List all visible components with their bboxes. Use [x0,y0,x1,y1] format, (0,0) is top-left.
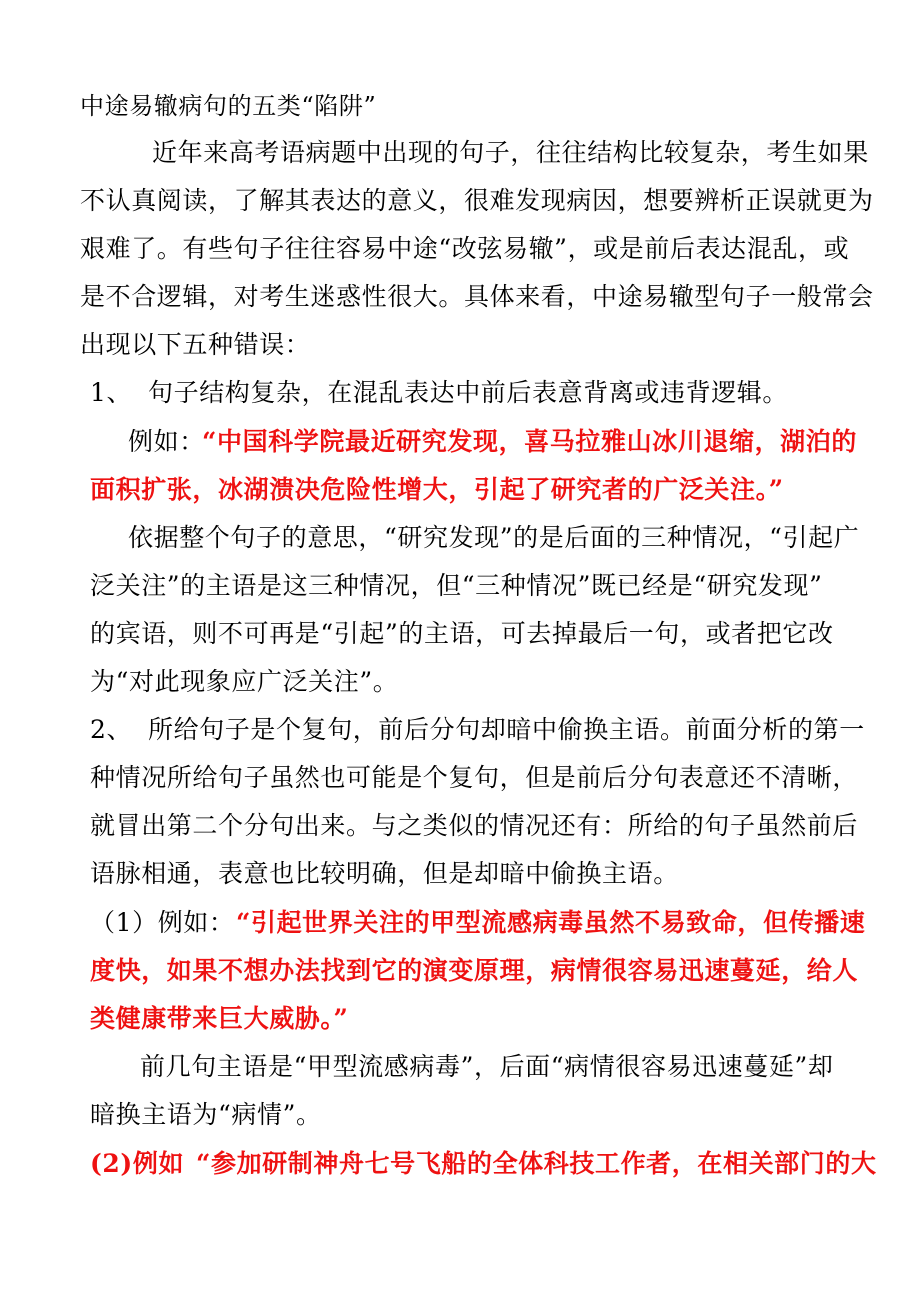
item-number: 2、 [90,715,133,744]
item-text: 语脉相通，表意也比较明确，但是却暗中偷换主语。 [90,859,679,888]
example-sentence: “中国科学院最近研究发现，喜马拉雅山冰川退缩，湖泊的 [202,427,857,456]
item-text: 种情况所给句子虽然也可能是个复句，但是前后分句表意还不清晰， [90,763,859,792]
item-text: 就冒出第二个分句出来。与之类似的情况还有：所给的句子虽然前后 [90,811,859,840]
example-sentence: “参加研制神舟七号飞船的全体科技工作者，在相关部门的大 [196,1149,877,1178]
intro-line: 艰难了。有些句子往往容易中途“改弦易辙”，或是前后表达混乱，或 [80,234,850,263]
analysis-line: 前几句主语是“甲型流感病毒”，后面“病情很容易迅速蔓延”却 [140,1052,834,1081]
item-text: 句子结构复杂，在混乱表达中前后表意背离或违背逻辑。 [148,378,789,407]
intro-line: 不认真阅读，了解其表达的意义，很难发现病因，想要辨析正误就更为 [80,186,874,215]
example-sentence: 类健康带来巨大威胁。” [90,1004,349,1033]
item-text: 所给句子是个复句，前后分句却暗中偷换主语。前面分析的第一 [148,715,865,744]
doc-title: 中途易辙病句的五类“陷阱” [80,92,377,120]
analysis-line: 泛关注”的主语是这三种情况，但“三种情况”既已经是“研究发现” [90,571,823,600]
example-sentence: 面积扩张，冰湖溃决危险性增大，引起了研究者的广泛关注。” [90,475,784,504]
analysis-line: 暗换主语为“病情”。 [90,1100,322,1129]
example-prefix: 例如： [128,427,205,456]
intro-line: 是不合逻辑，对考生迷惑性很大。具体来看，中途易辙型句子一般常会 [80,282,874,311]
item-number: 1、 [90,378,133,407]
example-prefix: （1）例如： [90,908,235,937]
intro-line: 近年来高考语病题中出现的句子，往往结构比较复杂，考生如果 [152,138,869,167]
analysis-line: 依据整个句子的意思，“研究发现”的是后面的三种情况，“引起广 [128,523,860,552]
example-sentence: “引起世界关注的甲型流感病毒虽然不易致命，但传播速 [236,908,866,937]
intro-line: 出现以下五种错误： [80,330,311,359]
example-prefix: (2)例如 [90,1149,185,1178]
analysis-line: 为“对此现象应广泛关注”。 [90,667,399,696]
example-sentence: 度快，如果不想办法找到它的演变原理，病情很容易迅速蔓延，给人 [90,956,859,985]
analysis-line: 的宾语，则不可再是“引起”的主语，可去掉最后一句，或者把它改 [90,619,834,648]
